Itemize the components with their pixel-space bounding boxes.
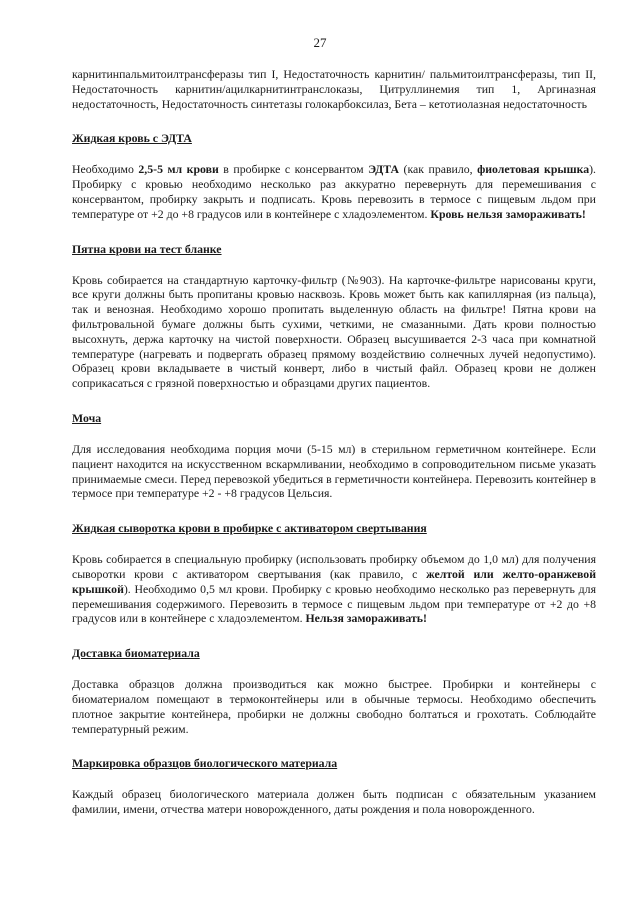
paragraph-blood-spots: Кровь собирается на стандартную карточку-фильтр (№903). На карточке-фильтре нарисованы круги, все круги должны быть пропитаны кровью насквозь. Кровь может быть как капиллярная (из пальца), так и венозная. Необходимо хорошо пропитать выделенную область на фильтре! Пятна крови на фильтровальной бумаге должны быть сухими, четкими, не смазанными. Дать крови полностью высохнуть, держа карточку на чистой поверхности. Образец высушивается 2-3 часа при комнатной температуре (нагревать и подвергать образец прямому воздействию солнечных лучей недопустимо). Образец крови вкладываете в чистый конверт, либо в чистый файл. Образец крови не должен соприкасаться с грязной поверхностью и образцами других пациентов. [72,272,596,391]
heading-urine: Моча [72,410,102,425]
intro-paragraph: карнитинпальмитоилтрансферазы тип I, Недостаточность карнитин/ пальмитоилтрансферазы, тип II, Недостаточность карнитин/ацилкарнитинтранслоказы, Цитруллинемия тип 1, Аргиназная недостаточность, Недостаточность синтетазы голокарбоксилаз, Бета – кетотиолазная недостаточность [72,67,596,111]
paragraph-liquid-blood-edta [72,162,596,221]
paragraph-labeling: Каждый образец биологического материала должен быть подписан с обязательным указанием фамилии, имени, отчества матери новорожденного, даты рождения и пола новорожденного. [72,787,596,817]
text-run: Кровь собирается в специальную пробирку (использовать пробирку объемом до 1,0 мл) для получения сыворотки крови с активатором свертывания (как правило, с [72,552,596,581]
page-number: 27 [313,35,327,50]
paragraph-urine: Для исследования необходима порция мочи (5-15 мл) в стерильном герметичном контейнере. Если пациент находится на искусственном вскармливании, необходимо в сопроводительном письме указать принимаемые смеси. Перед перевозкой убедиться в герметичности контейнера. Перевозить контейнер в термосе при температуре +2 - +8 градусов Цельсия. [72,441,596,501]
bold-run: Нельзя замораживать! [305,611,427,626]
paragraph-delivery: Доставка образцов должна производиться как можно быстрее. Пробирки и контейнеры с биоматериалом помещают в термоконтейнеры или в обычные термосы. Необходимо обеспечить плотное закрытие контейнера, пробирки не должны свободно болтаться и грохотать. Соблюдайте температурный режим. [72,677,596,736]
text-run: Необходимо [72,162,139,177]
paragraph-serum-activator [72,552,596,626]
bold-run: Кровь нельзя замораживать! [430,206,586,221]
bold-run: желтой или желто-оранжевой крышкой [72,566,596,596]
heading-serum-activator: Жидкая сыворотка крови в пробирке с активатором свертывания [72,521,427,536]
text-run: (как правило, [399,162,478,177]
text-run: в пробирке с консервантом [218,162,369,177]
page-content [72,67,596,817]
bold-run: фиолетовая крышка [477,162,590,177]
heading-blood-spots: Пятна крови на тест бланке [72,241,222,256]
text-run: ). Пробирку с кровью необходимо несколько раз аккуратно перевернуть для перемешивания с консервантом, пробирку закрыть и подписать. Кровь перевозить в термосе с пищевым льдом при температуре от +2 до +8 градусов или в контейнере с хладоэлементом. [72,162,596,221]
heading-labeling: Маркировка образцов биологического материала [72,756,338,771]
bold-run: ЭДТА [368,162,400,177]
heading-liquid-blood-edta: Жидкая кровь с ЭДТА [72,131,192,146]
bold-run: 2,5-5 мл крови [138,162,219,177]
heading-delivery: Доставка биоматериала [72,646,200,661]
text-run: ). Необходимо 0,5 мл крови. Пробирку с кровью необходимо несколько раз перевернуть для перемешивания содержимого. Перевозить в термосе с пищевым льдом при температуре от +2 до +8 градусов или в контейнере с хладоэлементом. [72,581,596,626]
